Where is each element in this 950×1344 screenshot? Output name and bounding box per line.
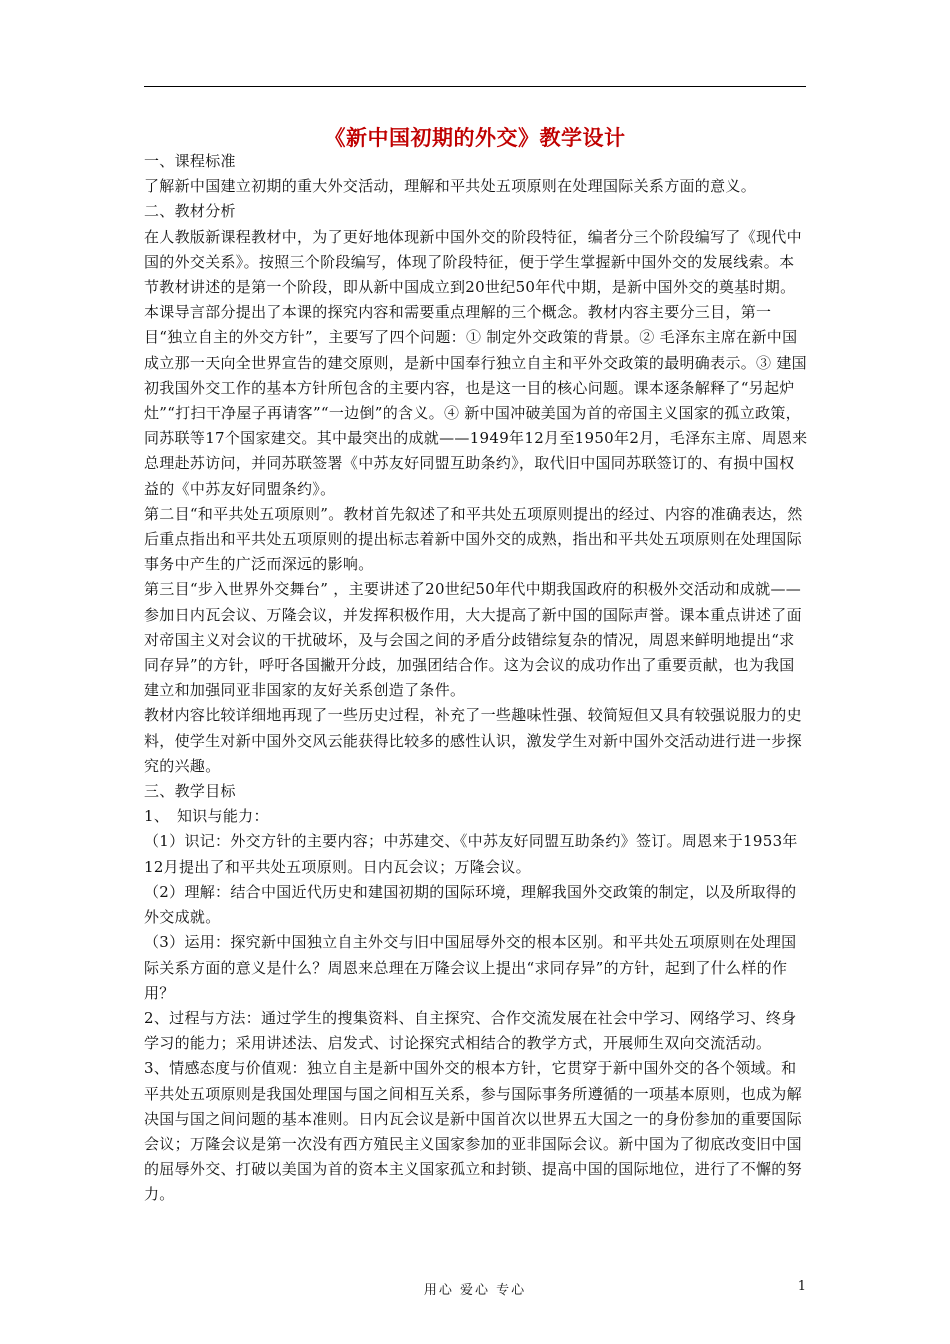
paragraph: 第二目“和平共处五项原则”。教材首先叙述了和平共处五项原则提出的经过、内容的准确表达，然后重点指出和平共处五项原则的提出标志着新中国外交的成熟，指出和平共处五项原则在处理国际事务中产生的广泛而深远的影响。	[144, 504, 803, 574]
paragraph: 2、过程与方法：通过学生的搜集资料、自主探究、合作交流发展在社会中学习、网络学习、终身学习的能力；采用讲述法、启发式、讨论探究式相结合的教学方式，开展师生双向交流活动。	[144, 1008, 797, 1053]
footer-motto: 用心 爱心 专心	[423, 1283, 527, 1298]
paragraph: 在人教版新课程教材中，为了更好地体现新中国外交的阶段特征，编者分三个阶段编写了《现代中国的外交关系》。按照三个阶段编写，体现了阶段特征，便于学生掌握新中国外交的发展线索。本节教材讲述的是第一个阶段，即从新中国成立到20世纪50年代中期，是新中国外交的奠基时期。	[144, 227, 802, 297]
paragraph: （1）识记：外交方针的主要内容；中苏建交、《中苏友好同盟互助条约》签订。周恩来于1953年12月提出了和平共处五项原则。日内瓦会议；万隆会议。	[144, 832, 798, 876]
paragraph: （3）运用：探究新中国独立自主外交与旧中国屈辱外交的根本区别。和平共处五项原则在处理国际关系方面的意义是什么？周恩来总理在万隆会议上提出“求同存异”的方针，起到了什么样的作用？	[144, 933, 797, 1002]
paragraph: 3、情感态度与价值观：独立自主是新中国外交的根本方针，它贯穿于新中国外交的各个领域。和平共处五项原则是我国处理国与国之间相互关系，参与国际事务所遵循的一项基本原则，也成为解决国与国之间问题的基本准则。日内瓦会议是新中国首次以世界五大国之一的身份参加的重要国际会议；万隆会议是第一次没有西方殖民主义国家参加的亚非国际会议。新中国为了彻底改变旧中国的屈辱外交、打破以美国为首的资本主义国家孤立和封锁、提高中国的国际地位，进行了不懈的努力。	[144, 1059, 802, 1204]
paragraph: （2）理解：结合中国近代历史和建国初期的国际环境，理解我国外交政策的制定，以及所取得的外交成就。	[144, 882, 797, 927]
paragraph: 第三目“步入世界外交舞台” ，主要讲述了20世纪50年代中期我国政府的积极外交活动和成就——参加日内瓦会议、万隆会议，并发挥积极作用，大大提高了新中国的国际声誉。课本重点讲述了面对帝国主义对会议的干扰破坏，及与会国之间的矛盾分歧错综复杂的情况，周恩来鲜明地提出“求同存异”的方针，呼吁各国撇开分歧，加强团结合作。这为会议的成功作出了重要贡献，也为我国建立和加强同亚非国家的友好关系创造了条件。	[144, 580, 802, 700]
header-rule	[144, 86, 806, 87]
document-title: 《新中国初期的外交》教学设计	[324, 125, 626, 150]
paragraph: 本课导言部分提出了本课的探究内容和需要重点理解的三个概念。教材内容主要分三目，第一目“独立自主的外交方针”，主要写了四个问题：① 制定外交政策的背景。② 毛泽东主席在新中国成立那一天向全世界宣告的建交原则，是新中国奉行独立自主和平外交政策的最明确表示。③ 建国初我国外交工作的基本方针所包含的主要内容，也是这一目的核心问题。课本逐条解释了“另起炉灶”“打扫干净屋子再请客”“一边倒”的含义。④ 新中国冲破美国为首的帝国主义国家的孤立政策，同苏联等17个国家建交。其中最突出的成就——1949年12月至1950年2月，毛泽东主席、周恩来总理赴苏访问，并同苏联签署《中苏友好同盟互助条约》，取代旧中国同苏联签订的、有损中国权益的《中苏友好同盟条约》。	[144, 303, 808, 498]
section-heading-standard: 一、课程标准	[144, 152, 236, 170]
paragraph: 教材内容比较详细地再现了一些历史过程，补充了一些趣味性强、较简短但又具有较强说服力的史料，使学生对新中国外交风云能获得比较多的感性认识，激发学生对新中国外交活动进行进一步探究的兴趣。	[144, 706, 802, 775]
page-number: 1	[797, 1279, 806, 1294]
section-heading-analysis: 二、教材分析	[144, 202, 236, 221]
subsection-heading: 1、 知识与能力：	[144, 807, 269, 826]
paragraph: 了解新中国建立初期的重大外交活动，理解和平共处五项原则在处理国际关系方面的意义。	[144, 177, 757, 196]
document-body	[144, 149, 808, 1208]
section-heading-objectives: 三、教学目标	[144, 782, 236, 801]
